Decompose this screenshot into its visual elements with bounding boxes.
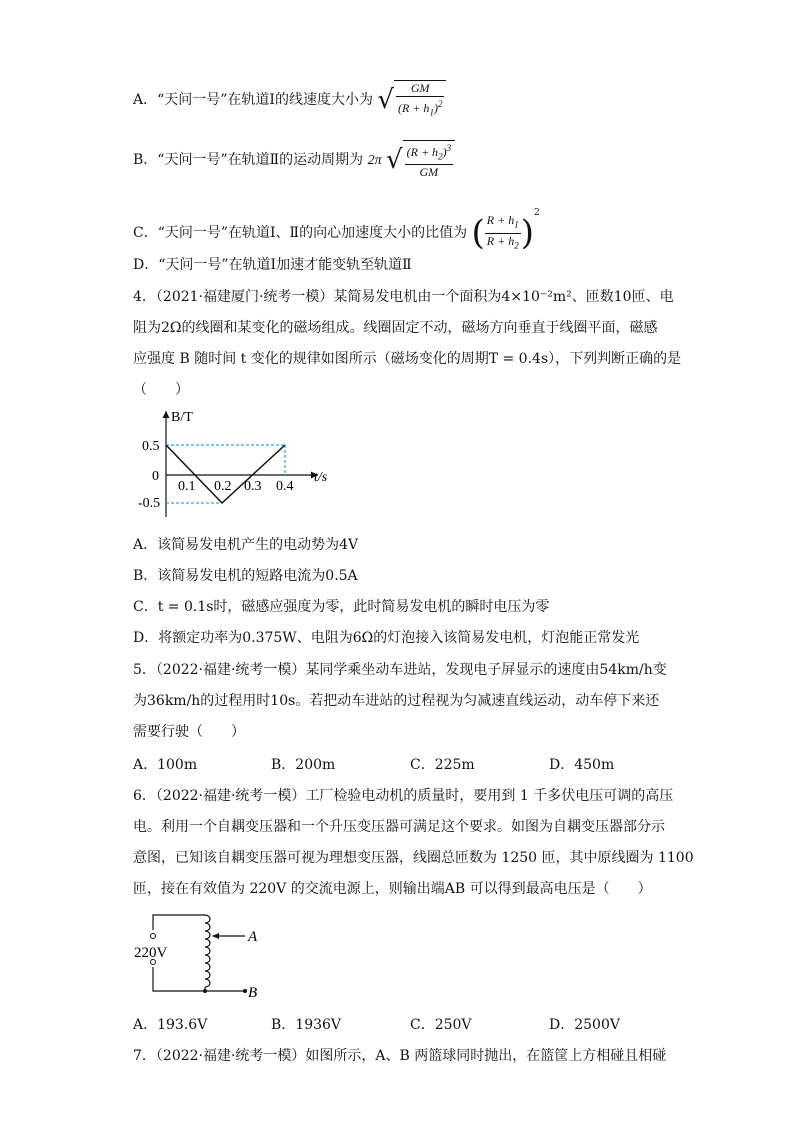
- q3-option-d: D．“天问一号”在轨道Ⅰ加速才能变轨至轨道Ⅱ: [133, 257, 412, 273]
- x-tick-4: 0.4: [276, 479, 294, 494]
- q3-option-a-formula: [394, 80, 446, 120]
- q5-option-c: C．225m: [410, 757, 475, 773]
- q4-option-d: D．将额定功率为0.375W、电阻为6Ω的灯泡接入该简易发电机，灯泡能正常发光: [133, 630, 640, 646]
- q3-option-b: [133, 140, 455, 180]
- q3-a-numerator: GM: [410, 81, 430, 95]
- q5-option-b: B．200m: [271, 757, 336, 773]
- q5-stem-line1: 5．（2022·福建·统考一模）某同学乘坐动车进站，发现电子屏显示的速度由54km/h变: [133, 662, 667, 678]
- q3-c-denominator: R + h: [486, 233, 515, 248]
- q6-option-b: B．1936V: [271, 1017, 342, 1033]
- y-tick-zero: 0: [152, 469, 159, 484]
- q6-stem-line1: 6．（2022·福建·统考一模）工厂检验电动机的质量时，要用到 1 千多伏电压可调的高压: [133, 788, 674, 804]
- q6-stem-line3: 意图，已知该自耦变压器可视为理想变压器，线圈总匝数为 1250 匝，其中原线圈为 1100: [133, 850, 694, 866]
- q3-c-numerator: R + h: [486, 213, 515, 228]
- q3-c-den-sub: 2: [514, 239, 519, 250]
- q6-stem-line2: 电。利用一个自耦变压器和一个升压变压器可满足这个要求。如图为自耦变压器部分示: [133, 819, 665, 835]
- q3-c-sup: 2: [534, 208, 540, 218]
- slider-a-arrow: [212, 933, 219, 939]
- q4-stem-line4: （ ）: [133, 382, 189, 398]
- q3-option-c: [133, 203, 540, 253]
- q6-stem-line4: 匝，接在有效值为 220V 的交流电源上，则输出端AB 可以得到最高电压是（ ）: [133, 881, 652, 897]
- terminal-a-label: A: [248, 929, 258, 945]
- q5-option-d: D．450m: [549, 757, 615, 773]
- source-voltage-label: 220V: [134, 945, 168, 961]
- q4-stem-line2: 阻为2Ω的线圈和某变化的磁场组成。线圈固定不动，磁场方向垂直于线圈平面，磁感: [133, 320, 658, 336]
- q3-a-sub: 1: [429, 107, 434, 118]
- x-tick-3: 0.3: [244, 479, 262, 494]
- y-axis-label: B/T: [171, 410, 193, 425]
- q3-option-c-text: C．“天问一号”在轨道Ⅰ、Ⅱ的向心加速度大小的比值为: [133, 225, 468, 241]
- coil: [205, 915, 210, 987]
- node-dot: [203, 989, 207, 993]
- q3-b-denominator: GM: [405, 164, 453, 180]
- q6-autotransformer-diagram: [133, 905, 273, 1005]
- y-tick-top: 0.5: [142, 439, 160, 454]
- q4-stem-line1: 4．（2021·福建厦门·统考一模）某简易发电机由一个面积为4×10⁻²m²、匝数10匝、电: [133, 289, 674, 305]
- right-paren: ): [520, 213, 534, 253]
- sqrt-sign: √: [386, 145, 403, 176]
- terminal-b-label: B: [248, 985, 258, 1001]
- q6-option-d: D．2500V: [549, 1017, 620, 1033]
- q5-stem-line2: 为36km/h的过程用时10s。若把动车进站的过程视为匀减速直线运动，动车停下来还: [133, 693, 660, 709]
- q4-b-t-graph: [133, 405, 343, 520]
- q3-option-a: [133, 80, 446, 120]
- q5-stem-line3: 需要行驶（ ）: [133, 724, 245, 740]
- q3-a-close: ): [433, 101, 438, 115]
- q6-option-a: A．193.6V: [133, 1017, 208, 1033]
- q4-stem-line3: 应强度 B 随时间 t 变化的规律如图所示（磁场变化的周期T = 0.4s），下列判断正确的是: [133, 351, 682, 367]
- wire-bottom: [153, 967, 205, 991]
- b-t-curve: [166, 445, 285, 503]
- q3-option-b-formula: [403, 140, 455, 180]
- q5-option-a: A．100m: [133, 757, 198, 773]
- q3-option-b-text: B．“天问一号”在轨道Ⅱ的运动周期为: [133, 152, 364, 169]
- q3-b-sup: 3: [446, 143, 452, 153]
- y-tick-bottom: -0.5: [138, 496, 161, 511]
- q4-option-a: A．该简易发电机产生的电动势为4V: [133, 537, 359, 553]
- q3-b-numerator: (R + h: [406, 145, 439, 159]
- q3-option-a-text: A．“天问一号”在轨道Ⅰ的线速度大小为: [133, 92, 373, 109]
- q4-option-c: C．t = 0.1s时，磁感应强度为零，此时简易发电机的瞬时电压为零: [133, 599, 550, 615]
- q3-option-c-formula: [485, 213, 521, 253]
- q3-b-prefix: 2π: [367, 153, 382, 169]
- q3-b-sub: 2: [438, 151, 443, 162]
- q6-option-c: C．250V: [410, 1017, 472, 1033]
- q3-c-num-sub: 1: [514, 219, 519, 230]
- x-axis-label: t/s: [314, 470, 328, 485]
- q3-b-close: ): [442, 145, 447, 159]
- x-tick-1: 0.1: [178, 479, 196, 494]
- q4-option-b: B．该简易发电机的短路电流为0.5A: [133, 568, 358, 584]
- q7-stem-line1: 7．（2022·福建·统考一模）如图所示，A、B 两篮球同时抛出，在篮筐上方相碰且相碰: [133, 1048, 667, 1064]
- q3-a-sup: 2: [437, 99, 443, 109]
- sqrt-sign: √: [377, 85, 394, 116]
- terminal-b-dot: [243, 989, 247, 993]
- source-terminal-top: [151, 934, 156, 939]
- wire-top: [153, 915, 205, 930]
- q3-a-denominator: (R + h: [398, 101, 430, 115]
- x-tick-2: 0.2: [214, 479, 232, 494]
- left-paren: (: [471, 213, 485, 253]
